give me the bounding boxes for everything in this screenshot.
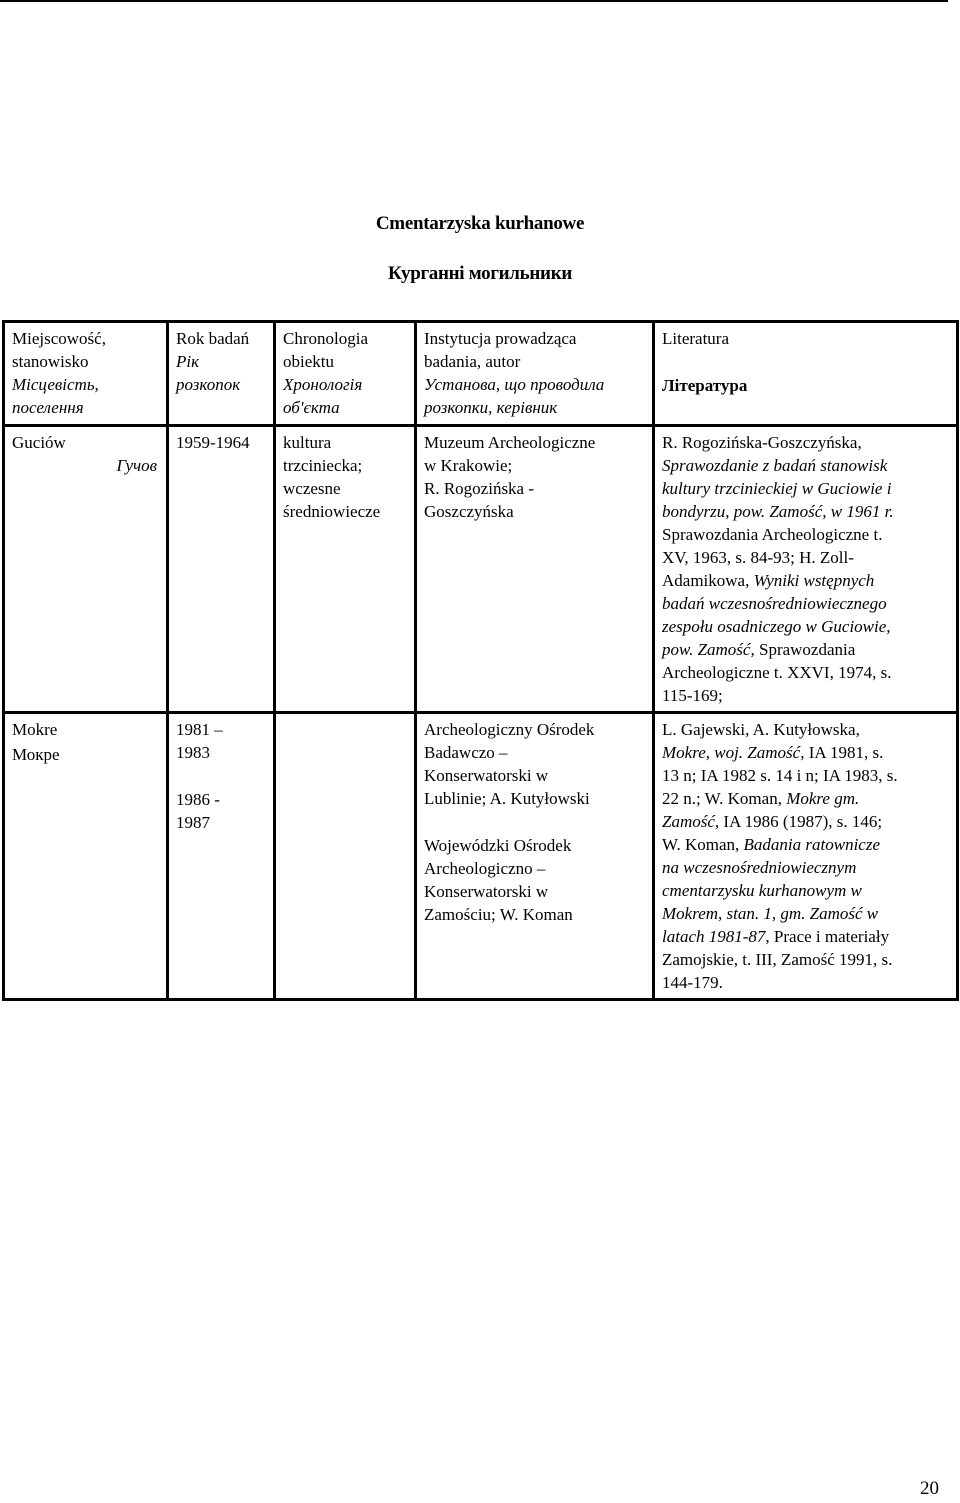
literature-line: Zamość, IA 1986 (1987), s. 146; [662, 812, 883, 831]
literature-line: cmentarzysku kurhanowym w [662, 881, 862, 900]
header-text: Хронологія [283, 375, 363, 394]
literature-line: na wczesnośredniowiecznym [662, 858, 857, 877]
header-text: Miejscowość, [12, 329, 106, 348]
chronology-text: kultura [283, 433, 332, 452]
institution-text: Muzeum Archeologiczne [424, 433, 596, 452]
cell-institution [416, 713, 654, 1000]
year-text: 1959-1964 [176, 433, 250, 452]
literature-line: Zamojskie, t. III, Zamość 1991, s. [662, 950, 893, 969]
literature-line: Sprawozdanie z badań stanowisk [662, 456, 888, 475]
year-text: 1981 – [176, 720, 223, 739]
header-text: Literatura [662, 329, 730, 348]
header-text: Chronologia [283, 329, 368, 348]
header-year [168, 322, 275, 426]
institution-text: Konserwatorski w [424, 766, 549, 785]
literature-line: 13 n; IA 1982 s. 14 i n; IA 1983, s. [662, 766, 898, 785]
literature-line: 144-179. [662, 973, 723, 992]
table-row [4, 713, 958, 1000]
cell-chronology [275, 426, 416, 713]
literature-line: Adamikowa, Wyniki wstępnych [662, 571, 875, 590]
literature-line: kultury trzcinieckiej w Guciowie i [662, 479, 892, 498]
cell-place [4, 426, 168, 713]
institution-text: Konserwatorski w [424, 882, 549, 901]
literature-line: 22 n.; W. Koman, Mokre gm. [662, 789, 860, 808]
institution-text: R. Rogozińska - [424, 479, 535, 498]
section-title-polish: Cmentarzyska kurhanowe [375, 213, 585, 234]
year-text: 1987 [176, 813, 210, 832]
literature-line: pow. Zamość, Sprawozdania [662, 640, 856, 659]
cell-place [4, 713, 168, 1000]
chronology-text: trzciniecka; [283, 456, 363, 475]
header-place [4, 322, 168, 426]
header-text: Установа, що проводила [424, 375, 605, 394]
header-text: Instytucja prowadząca [424, 329, 577, 348]
institution-text: Archeologiczny Ośrodek [424, 720, 595, 739]
header-institution [416, 322, 654, 426]
page-number: 20 [920, 1478, 939, 1499]
literature-line: badań wczesnośredniowiecznego [662, 594, 887, 613]
literature-line: zespołu osadniczego w Guciowie, [662, 617, 891, 636]
literature-line: bondyrzu, pow. Zamość, w 1961 r. [662, 502, 894, 521]
cell-year [168, 426, 275, 713]
header-text: stanowisko [12, 352, 89, 371]
header-text: Література [662, 376, 748, 395]
literature-line: Sprawozdania Archeologiczne t. [662, 525, 883, 544]
header-text: Rok badań [176, 329, 250, 348]
institution-text: Goszczyńska [424, 502, 514, 521]
place-name-pl: Mokre [12, 720, 58, 739]
year-text: 1986 - [176, 790, 220, 809]
institution-text: Badawczo – [424, 743, 508, 762]
cell-year [168, 713, 275, 1000]
header-literature [654, 322, 958, 426]
institution-text: Wojewódzki Ośrodek [424, 836, 572, 855]
literature-line: latach 1981-87, Prace i materiały [662, 927, 890, 946]
cell-chronology [275, 713, 416, 1000]
header-text: obiektu [283, 352, 334, 371]
header-text: badania, autor [424, 352, 521, 371]
institution-text: Zamościu; W. Koman [424, 905, 573, 924]
header-text: Рік [176, 352, 200, 371]
header-text: Місцевість, [12, 375, 99, 394]
literature-line: R. Rogozińska-Goszczyńska, [662, 433, 862, 452]
kurgan-cemeteries-table [2, 320, 959, 1001]
year-text: 1983 [176, 743, 210, 762]
institution-text: Lublinie; A. Kutyłowski [424, 789, 590, 808]
literature-line: Archeologiczne t. XXVI, 1974, s. [662, 663, 892, 682]
section-title-ukrainian: Курганні могильники [388, 263, 572, 284]
header-text: об'єкта [283, 398, 340, 417]
cell-literature [654, 426, 958, 713]
institution-text: w Krakowie; [424, 456, 513, 475]
cell-literature [654, 713, 958, 1000]
table-row [4, 426, 958, 713]
cell-institution [416, 426, 654, 713]
header-text: розкопок [176, 375, 241, 394]
literature-line: 115-169; [662, 686, 723, 705]
header-text: розкопки, керівник [424, 398, 558, 417]
chronology-text: wczesne [283, 479, 341, 498]
literature-line: L. Gajewski, A. Kutyłowska, [662, 720, 860, 739]
literature-line: XV, 1963, s. 84-93; H. Zoll- [662, 548, 854, 567]
header-chronology [275, 322, 416, 426]
place-name-pl: Guciów [12, 433, 66, 452]
place-name-ua: Гучов [116, 456, 157, 475]
place-name-ua: Мокре [12, 745, 60, 764]
header-text: поселення [12, 398, 84, 417]
chronology-text: średniowiecze [283, 502, 381, 521]
literature-line: Mokre, woj. Zamość, IA 1981, s. [662, 743, 884, 762]
institution-text: Archeologiczno – [424, 859, 546, 878]
literature-line: Mokrem, stan. 1, gm. Zamość w [662, 904, 879, 923]
top-rule [0, 0, 948, 2]
literature-line: W. Koman, Badania ratownicze [662, 835, 880, 854]
table-header-row [4, 322, 958, 426]
